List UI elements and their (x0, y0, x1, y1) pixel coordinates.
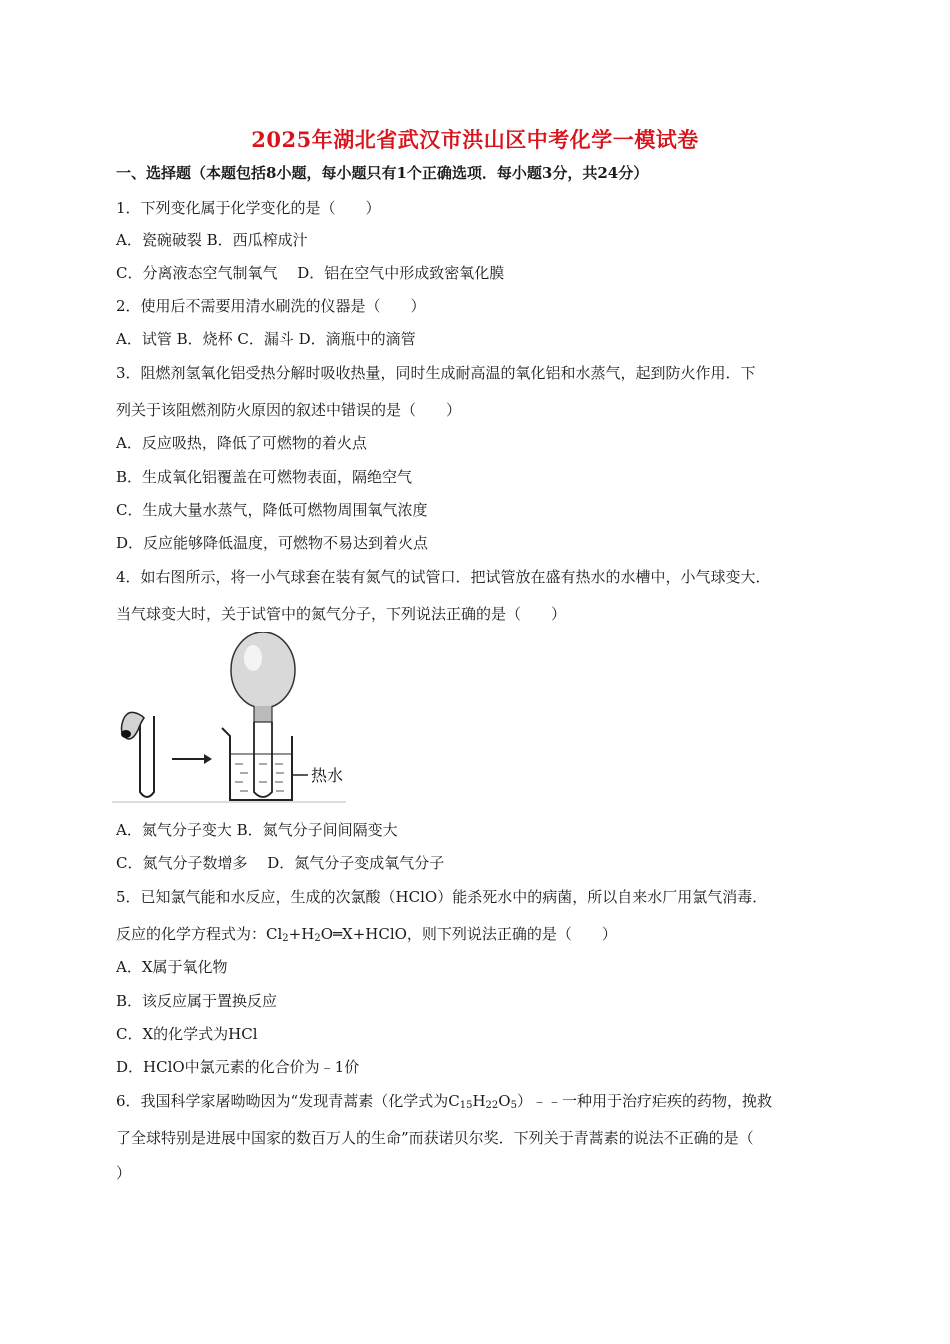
q3-option-d: D．反应能够降低温度，可燃物不易达到着火点 (116, 534, 429, 552)
question-6-line3: ） (116, 1164, 132, 1182)
question-3-line1: 3．阻燃剂氢氧化铝受热分解时吸收热量，同时生成耐高温的氧化铝和水蒸气，起到防火作用．下 (116, 364, 756, 382)
q1-options-cd: C．分离液态空气制氧气 D．铝在空气中形成致密氧化膜 (116, 264, 505, 282)
question-1: 1．下列变化属于化学变化的是（ ） (116, 199, 381, 217)
q6-sub-1: 15 (459, 1100, 473, 1111)
q6-sub-2: 22 (485, 1100, 499, 1111)
q5-equation-text-b: +H (288, 925, 315, 943)
q5-equation-text-a: 反应的化学方程式为：Cl (116, 925, 283, 943)
q1-options-ab: A．瓷碗破裂 B．西瓜榨成汁 (116, 231, 308, 249)
question-4-line2: 当气球变大时，关于试管中的氮气分子，下列说法正确的是（ ） (116, 605, 567, 623)
q6-text-b: H (472, 1092, 486, 1110)
q6-sub-3: 5 (510, 1100, 517, 1111)
q5-option-d: D．HClO中氯元素的化合价为﹣1价 (116, 1058, 360, 1076)
q5-sub-2: 2 (314, 933, 321, 944)
q5-option-c: C．X的化学式为HCl (116, 1025, 258, 1043)
q4-options-cd: C．氮气分子数增多 D．氮气分子变成氧气分子 (116, 854, 445, 872)
question-6-line2: 了全球特别是进展中国家的数百万人的生命”而获诺贝尔奖．下列关于青蒿素的说法不正确的是（ (116, 1129, 754, 1147)
q6-text-d: ）﹣﹣一种用于治疗疟疾的药物，挽救 (516, 1092, 772, 1110)
q3-option-c: C．生成大量水蒸气，降低可燃物周围氧气浓度 (116, 501, 428, 519)
q5-equation-text-c: O═X+HClO，则下列说法正确的是（ ） (320, 925, 617, 943)
q5-sub-1: 2 (282, 933, 289, 944)
question-5-line2 (116, 924, 617, 944)
q6-text-a: 6．我国科学家屠呦呦因为“发现青蒿素（化学式为C (116, 1092, 460, 1110)
q3-option-a: A．反应吸热，降低了可燃物的着火点 (116, 434, 367, 452)
question-3-line2: 列关于该阻燃剂防火原因的叙述中错误的是（ ） (116, 401, 462, 419)
q3-option-b: B．生成氧化铝覆盖在可燃物表面，隔绝空气 (116, 468, 413, 486)
hot-water-label: 热水 (311, 766, 344, 785)
question-4-line1: 4．如右图所示，将一小气球套在装有氮气的试管口．把试管放在盛有热水的水槽中，小气球变大． (116, 568, 771, 586)
q6-text-c: O (498, 1092, 511, 1110)
page-title: 2025年湖北省武汉市洪山区中考化学一模试卷 (251, 127, 699, 152)
section-heading: 一、选择题（本题包括8小题，每小题只有1个正确选项．每小题3分，共24分） (116, 164, 649, 182)
question-2: 2．使用后不需要用清水刷洗的仪器是（ ） (116, 297, 426, 315)
q5-option-a: A．X属于氧化物 (116, 958, 228, 976)
q4-options-ab: A．氮气分子变大 B．氮气分子间间隔变大 (116, 821, 398, 839)
q5-option-b: B．该反应属于置换反应 (116, 992, 278, 1010)
balloon-test-tube-figure (112, 632, 348, 804)
question-6-line1 (116, 1091, 772, 1111)
q2-options: A．试管 B．烧杯 C．漏斗 D．滴瓶中的滴管 (116, 330, 416, 348)
question-5-line1: 5．已知氯气能和水反应，生成的次氯酸（HClO）能杀死水中的病菌，所以自来水厂用氯气消毒． (116, 888, 768, 906)
